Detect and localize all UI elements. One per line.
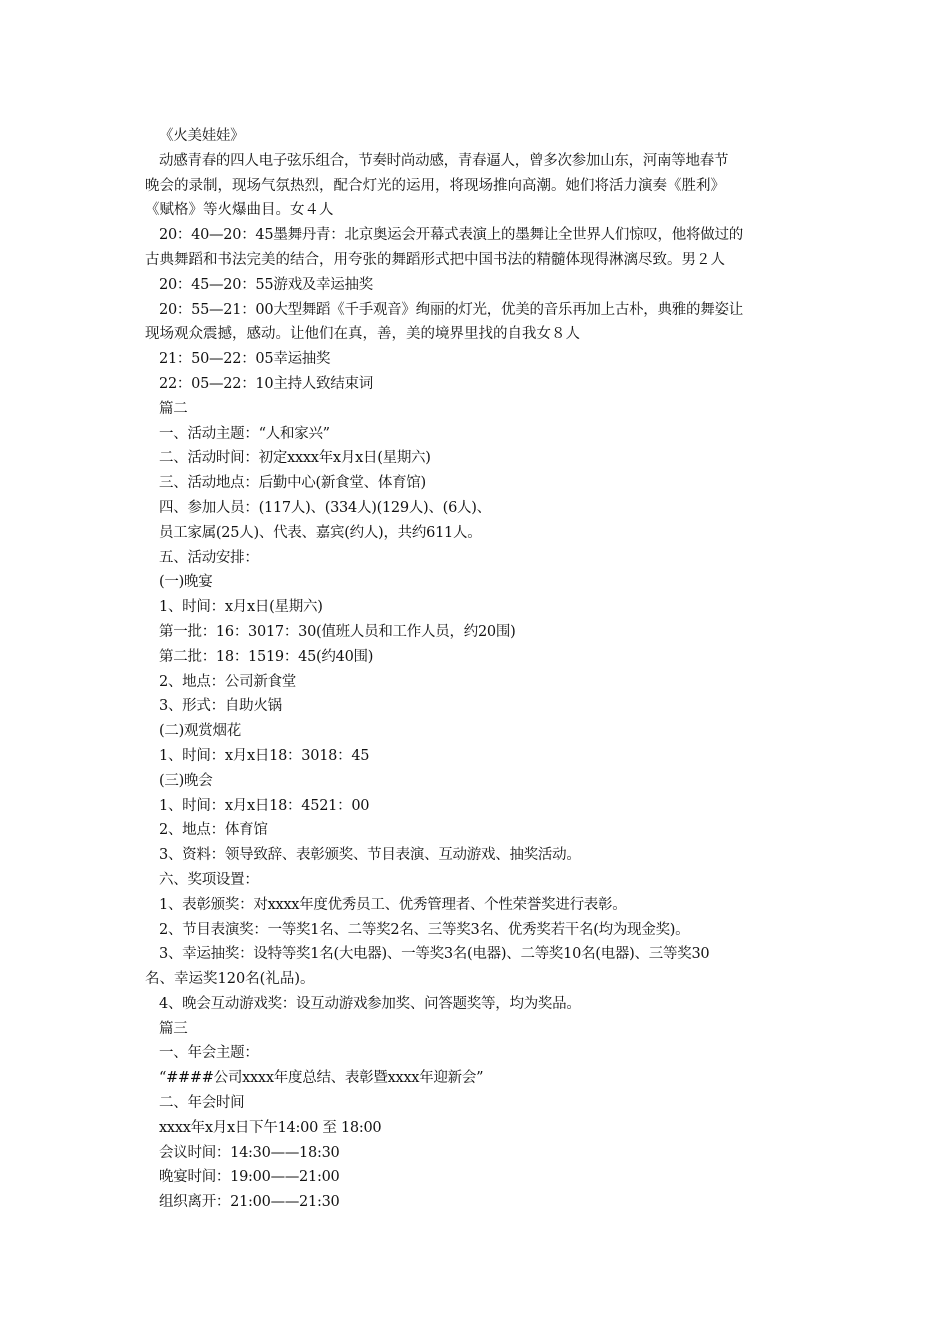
document-line: 组织离开：21:00——21:30 <box>159 1194 340 1211</box>
document-line: 20：45—20：55游戏及幸运抽奖 <box>159 276 373 293</box>
document-line: 第一批：16：3017：30(值班人员和工作人员，约20围) <box>159 623 516 640</box>
document-line: 20：40—20：45墨舞丹青：北京奥运会开幕式表演上的墨舞让全世界人们惊叹，他将做过的 <box>159 227 743 244</box>
document-line: 晚宴时间：19:00——21:00 <box>159 1169 340 1186</box>
document-line: 4、晚会互动游戏奖：设互动游戏参加奖、问答题奖等，均为奖品。 <box>159 995 581 1012</box>
document-line: 古典舞蹈和书法完美的结合，用夸张的舞蹈形式把中国书法的精髓体现得淋漓尽致。男２人 <box>145 251 725 268</box>
document-line: 22：05—22：10主持人致结束词 <box>159 375 373 392</box>
document-line: 21：50—22：05幸运抽奖 <box>159 351 331 368</box>
document-line: 篇二 <box>159 400 188 417</box>
document-line: 《火美娃娃》 <box>159 128 245 144</box>
document-line: 四、参加人员：(117人)、(334人)(129人)、(6人)、 <box>159 499 491 516</box>
document-line: 动感青春的四人电子弦乐组合，节奏时尚动感，青春逼人，曾多次参加山东，河南等地春节 <box>159 152 729 169</box>
document-line: 2、节目表演奖：一等奖1名、二等奖2名、三等奖3名、优秀奖若干名(均为现金奖)。 <box>159 921 690 938</box>
document-line: 2、地点：体育馆 <box>159 822 268 839</box>
document-line: 第二批：18：1519：45(约40围) <box>159 648 374 665</box>
document-line: 二、年会时间 <box>159 1095 245 1112</box>
document-line: 1、时间：x月x日18：3018：45 <box>159 747 370 764</box>
document-line: 六、奖项设置： <box>159 871 259 888</box>
document-line: 晚会的录制，现场气氛热烈，配合灯光的运用，将现场推向高潮。她们将活力演奏《胜利》 <box>145 177 725 194</box>
document-line: 3、资料：领导致辞、表彰颁奖、节目表演、互动游戏、抽奖活动。 <box>159 847 581 864</box>
document-line: 名、幸运奖120名(礼品)。 <box>145 971 315 988</box>
document-line: 一、年会主题： <box>159 1045 259 1062</box>
document-line: 3、形式：自助火锅 <box>159 698 282 715</box>
document-line: (一)晚宴 <box>159 574 213 591</box>
document-line: 现场观众震撼，感动。让他们在真，善，美的境界里找的自我女８人 <box>145 326 580 343</box>
document-line: 《赋格》等火爆曲目。女４人 <box>145 202 334 219</box>
document-line: 篇三 <box>159 1020 188 1037</box>
document-line: 20：55—21：00大型舞蹈《千手观音》绚丽的灯光，优美的音乐再加上古朴，典雅的舞姿让 <box>159 301 743 318</box>
document-line: 1、时间：x月x日(星期六) <box>159 599 323 616</box>
document-line: 一、活动主题：“人和家兴” <box>159 425 330 442</box>
document-line: (三)晚会 <box>159 772 213 789</box>
document-line: 1、表彰颁奖：对xxxx年度优秀员工、优秀管理者、个性荣誉奖进行表彰。 <box>159 896 627 913</box>
document-line: “####公司xxxx年度总结、表彰暨xxxx年迎新会” <box>159 1070 484 1087</box>
document-line: 员工家属(25人)、代表、嘉宾(约人)，共约611人。 <box>159 524 482 541</box>
document-line: 1、时间：x月x日18：4521：00 <box>159 797 370 814</box>
document-line: 2、地点：公司新食堂 <box>159 673 297 690</box>
document-line: 二、活动时间：初定xxxx年x月x日(星期六) <box>159 450 431 467</box>
document-line: xxxx年x月x日下午14:00 至 18:00 <box>159 1119 382 1136</box>
document-body <box>145 124 810 1215</box>
document-line: 会议时间：14:30——18:30 <box>159 1144 340 1161</box>
document-line: (二)观赏烟花 <box>159 723 241 740</box>
document-line: 3、幸运抽奖：设特等奖1名(大电器)、一等奖3名(电器)、二等奖10名(电器)、三等奖30 <box>159 946 710 963</box>
document-line: 三、活动地点：后勤中心(新食堂、体育馆) <box>159 475 426 492</box>
document-line: 五、活动安排： <box>159 549 259 566</box>
